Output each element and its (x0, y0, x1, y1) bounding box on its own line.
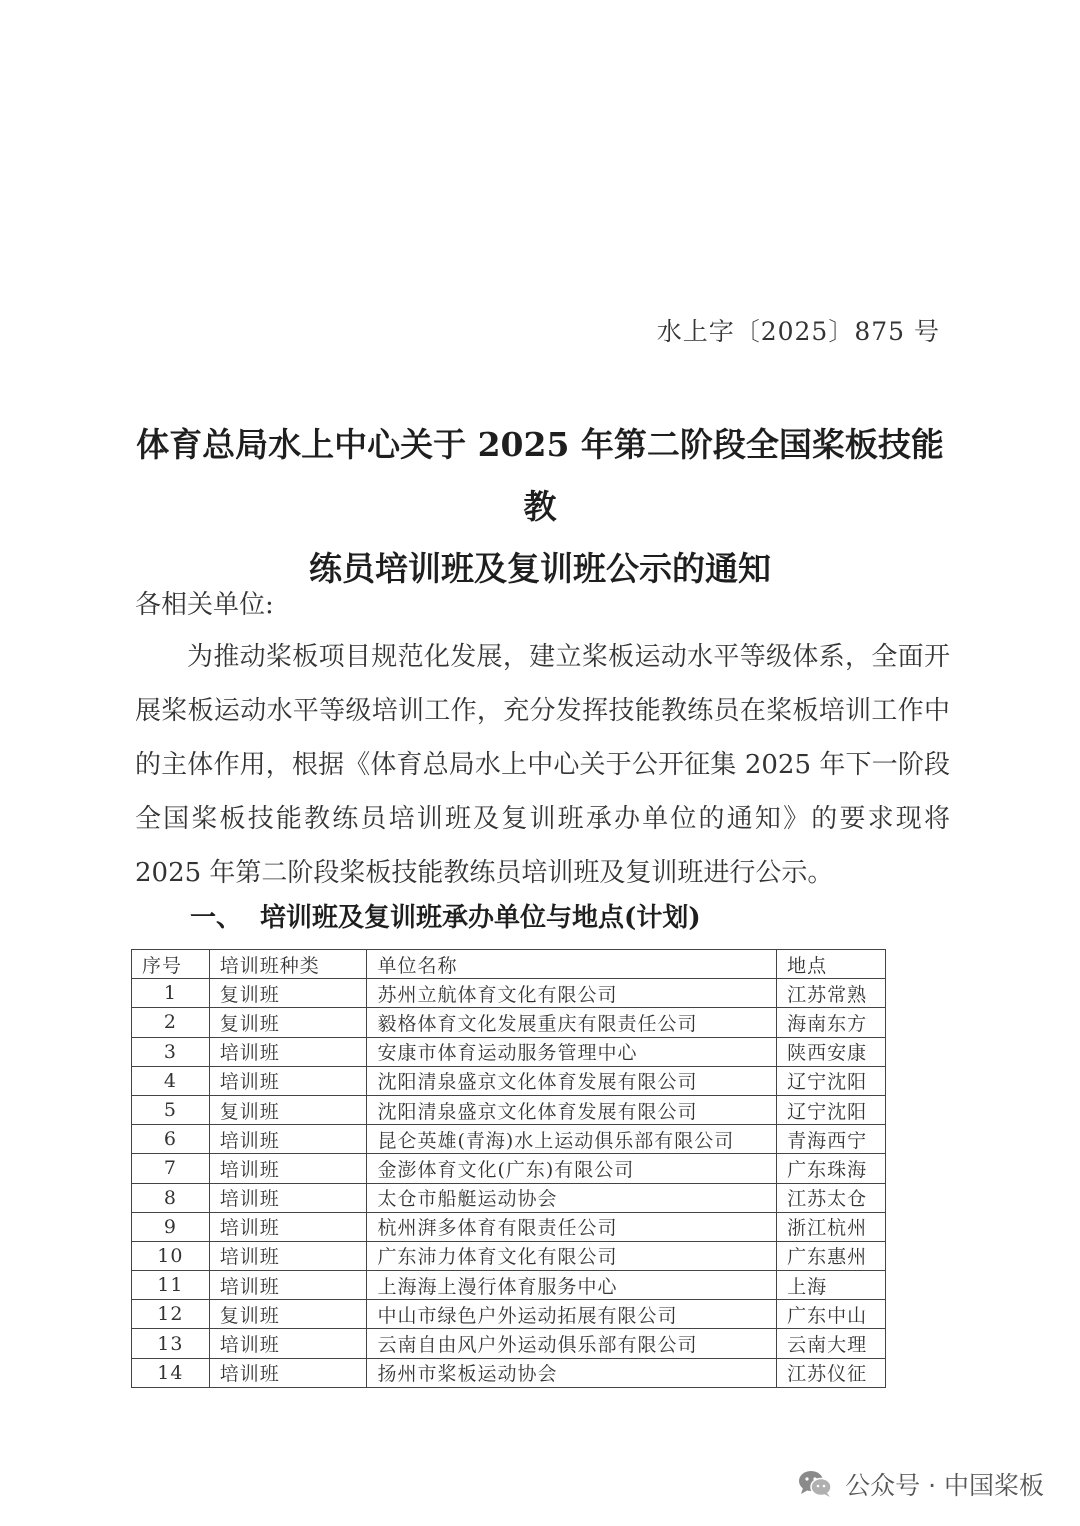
cell-index: 13 (132, 1329, 210, 1358)
table-row (132, 1037, 886, 1066)
cell-location: 浙江杭州 (777, 1212, 886, 1241)
cell-class-type: 培训班 (209, 1037, 367, 1066)
cell-index: 9 (132, 1212, 210, 1241)
cell-class-type: 培训班 (209, 1066, 367, 1095)
cell-class-type: 培训班 (209, 1358, 367, 1387)
cell-unit-name: 金澎体育文化(广东)有限公司 (367, 1154, 777, 1183)
cell-location: 辽宁沈阳 (777, 1066, 886, 1095)
table-row (132, 1183, 886, 1212)
cell-location: 辽宁沈阳 (777, 1095, 886, 1124)
section-title: 培训班及复训班承办单位与地点(计划) (260, 903, 701, 933)
cell-index: 7 (132, 1154, 210, 1183)
cell-index: 2 (132, 1008, 210, 1037)
cell-unit-name: 广东沛力体育文化有限公司 (367, 1241, 777, 1270)
cell-index: 12 (132, 1300, 210, 1329)
cell-index: 10 (132, 1241, 210, 1270)
cell-unit-name: 太仓市船艇运动协会 (367, 1183, 777, 1212)
cell-index: 4 (132, 1066, 210, 1095)
cell-location: 江苏太仓 (777, 1183, 886, 1212)
cell-class-type: 复训班 (209, 1008, 367, 1037)
table-row (132, 1095, 886, 1124)
cell-index: 8 (132, 1183, 210, 1212)
cell-location: 青海西宁 (777, 1125, 886, 1154)
cell-class-type: 复训班 (209, 1095, 367, 1124)
header-class-type: 培训班种类 (209, 950, 367, 979)
table-body (132, 979, 886, 1388)
cell-unit-name: 苏州立航体育文化有限公司 (367, 979, 777, 1008)
body-paragraph: 为推动桨板项目规范化发展，建立桨板运动水平等级体系，全面开展桨板运动水平等级培训工作，充分发挥技能教练员在桨板培训工作中的主体作用，根据《体育总局水上中心关于公开征集 2025 年下一阶段全国桨板技能教练员培训班及复训班承办单位的通知》的要求现将 2025 年第二阶段桨板技能教练员培训班及复训班进行公示。 (135, 642, 950, 888)
table-row (132, 1212, 886, 1241)
cell-unit-name: 安康市体育运动服务管理中心 (367, 1037, 777, 1066)
table-row (132, 1241, 886, 1270)
watermark (797, 1466, 1044, 1502)
table-row (132, 1066, 886, 1095)
units-table (131, 949, 886, 1388)
cell-class-type: 培训班 (209, 1241, 367, 1270)
cell-unit-name: 中山市绿色户外运动拓展有限公司 (367, 1300, 777, 1329)
cell-index: 14 (132, 1358, 210, 1387)
cell-index: 11 (132, 1271, 210, 1300)
section-number: 一、 (190, 903, 243, 933)
table-row (132, 1125, 886, 1154)
table-row (132, 1358, 886, 1387)
cell-index: 5 (132, 1095, 210, 1124)
cell-class-type: 培训班 (209, 1329, 367, 1358)
cell-unit-name: 云南自由风户外运动俱乐部有限公司 (367, 1329, 777, 1358)
document-number: 水上字〔2025〕875 号 (656, 317, 940, 346)
cell-location: 云南大理 (777, 1329, 886, 1358)
cell-class-type: 培训班 (209, 1125, 367, 1154)
cell-unit-name: 扬州市桨板运动协会 (367, 1358, 777, 1387)
cell-location: 陕西安康 (777, 1037, 886, 1066)
section-heading (190, 897, 701, 934)
table-row (132, 1008, 886, 1037)
cell-location: 上海 (777, 1271, 886, 1300)
cell-class-type: 培训班 (209, 1183, 367, 1212)
cell-location: 海南东方 (777, 1008, 886, 1037)
cell-class-type: 培训班 (209, 1212, 367, 1241)
cell-location: 广东惠州 (777, 1241, 886, 1270)
cell-location: 江苏常熟 (777, 979, 886, 1008)
table-header-row (132, 950, 886, 979)
cell-unit-name: 上海海上漫行体育服务中心 (367, 1271, 777, 1300)
table-row (132, 1329, 886, 1358)
title-line-2: 练员培训班及复训班公示的通知 (309, 549, 771, 588)
cell-location: 广东珠海 (777, 1154, 886, 1183)
cell-location: 江苏仪征 (777, 1358, 886, 1387)
header-location: 地点 (777, 950, 886, 979)
table-row (132, 1154, 886, 1183)
document-title (120, 414, 960, 600)
cell-class-type: 培训班 (209, 1271, 367, 1300)
cell-index: 6 (132, 1125, 210, 1154)
cell-class-type: 培训班 (209, 1154, 367, 1183)
cell-index: 3 (132, 1037, 210, 1066)
title-line-1: 体育总局水上中心关于 2025 年第二阶段全国桨板技能教 (136, 425, 944, 526)
wechat-icon (797, 1469, 833, 1499)
cell-unit-name: 昆仑英雄(青海)水上运动俱乐部有限公司 (367, 1125, 777, 1154)
cell-index: 1 (132, 979, 210, 1008)
cell-class-type: 复训班 (209, 979, 367, 1008)
cell-unit-name: 毅格体育文化发展重庆有限责任公司 (367, 1008, 777, 1037)
table-row (132, 1271, 886, 1300)
table-row (132, 1300, 886, 1329)
cell-unit-name: 杭州湃多体育有限责任公司 (367, 1212, 777, 1241)
header-unit-name: 单位名称 (367, 950, 777, 979)
cell-location: 广东中山 (777, 1300, 886, 1329)
table-row (132, 979, 886, 1008)
cell-unit-name: 沈阳清泉盛京文化体育发展有限公司 (367, 1095, 777, 1124)
salutation: 各相关单位: (135, 590, 274, 620)
cell-class-type: 复训班 (209, 1300, 367, 1329)
header-index: 序号 (132, 950, 210, 979)
watermark-text: 公众号 · 中国桨板 (845, 1471, 1044, 1500)
cell-unit-name: 沈阳清泉盛京文化体育发展有限公司 (367, 1066, 777, 1095)
